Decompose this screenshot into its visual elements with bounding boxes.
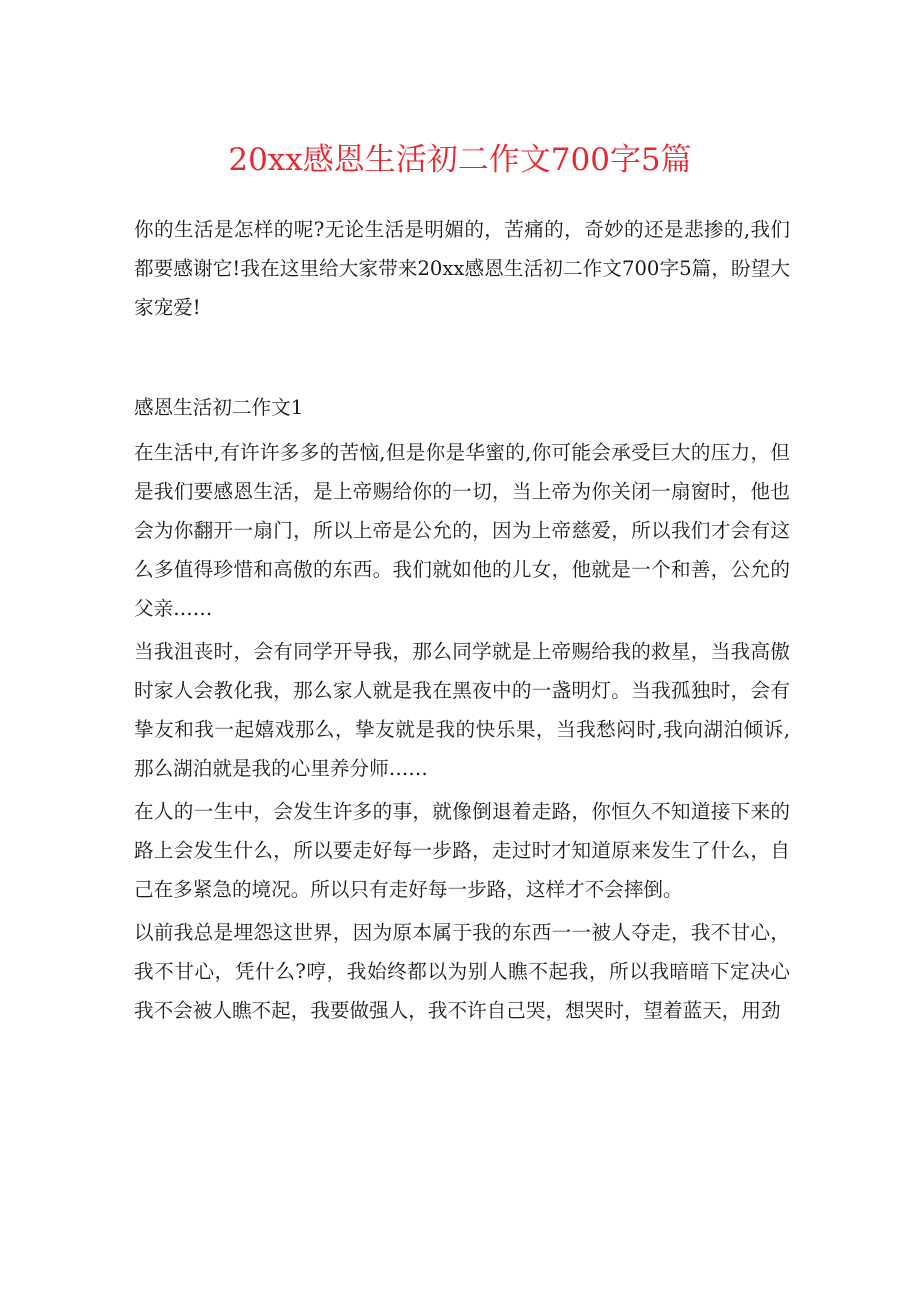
intro-paragraph: 你的生活是怎样的呢?无论生活是明媚的，苦痛的，奇妙的还是悲掺的,我们都要感谢它!我在这里给大家带来20xx感恩生活初二作文700字5篇，盼望大家宠爱! xyxy=(134,218,790,319)
section-heading: 感恩生活初二作文1 xyxy=(134,396,304,419)
body-paragraph: 在人的一生中，会发生许多的事，就像倒退着走路，你恒久不知道接下来的路上会发生什么，所以要走好每一步路，走过时才知道原来发生了什么，自己在多紧急的境况。所以只有走好每一步路，这样才不会摔倒。 xyxy=(134,800,790,901)
document-title: 20xx感恩生活初二作文700字5篇 xyxy=(228,142,692,178)
body-paragraph: 在生活中,有许许多多的苦恼,但是你是华蜜的,你可能会承受巨大的压力，但是我们要感恩生活，是上帝赐给你的一切，当上帝为你关闭一扇窗时，他也会为你翻开一扇门，所以上帝是公允的，因为上帝慈爱，所以我们才会有这么多值得珍惜和高傲的东西。我们就如他的儿女，他就是一个和善，公允的父亲…… xyxy=(134,441,790,620)
body-paragraph: 当我沮丧时，会有同学开导我，那么同学就是上帝赐给我的救星，当我高傲时家人会教化我，那么家人就是我在黑夜中的一盏明灯。当我孤独时，会有挚友和我一起嬉戏那么，挚友就是我的快乐果，当我愁闷时,我向湖泊倾诉,那么湖泊就是我的心里养分师…… xyxy=(134,640,790,780)
body-paragraph: 以前我总是埋怨这世界，因为原本属于我的东西一一被人夺走，我不甘心，我不甘心，凭什么?哼，我始终都以为别人瞧不起我，所以我暗暗下定决心我不会被人瞧不起，我要做强人，我不许自己哭，想哭时，望着蓝天，用劲 xyxy=(134,921,790,1022)
document-body xyxy=(134,210,790,1034)
